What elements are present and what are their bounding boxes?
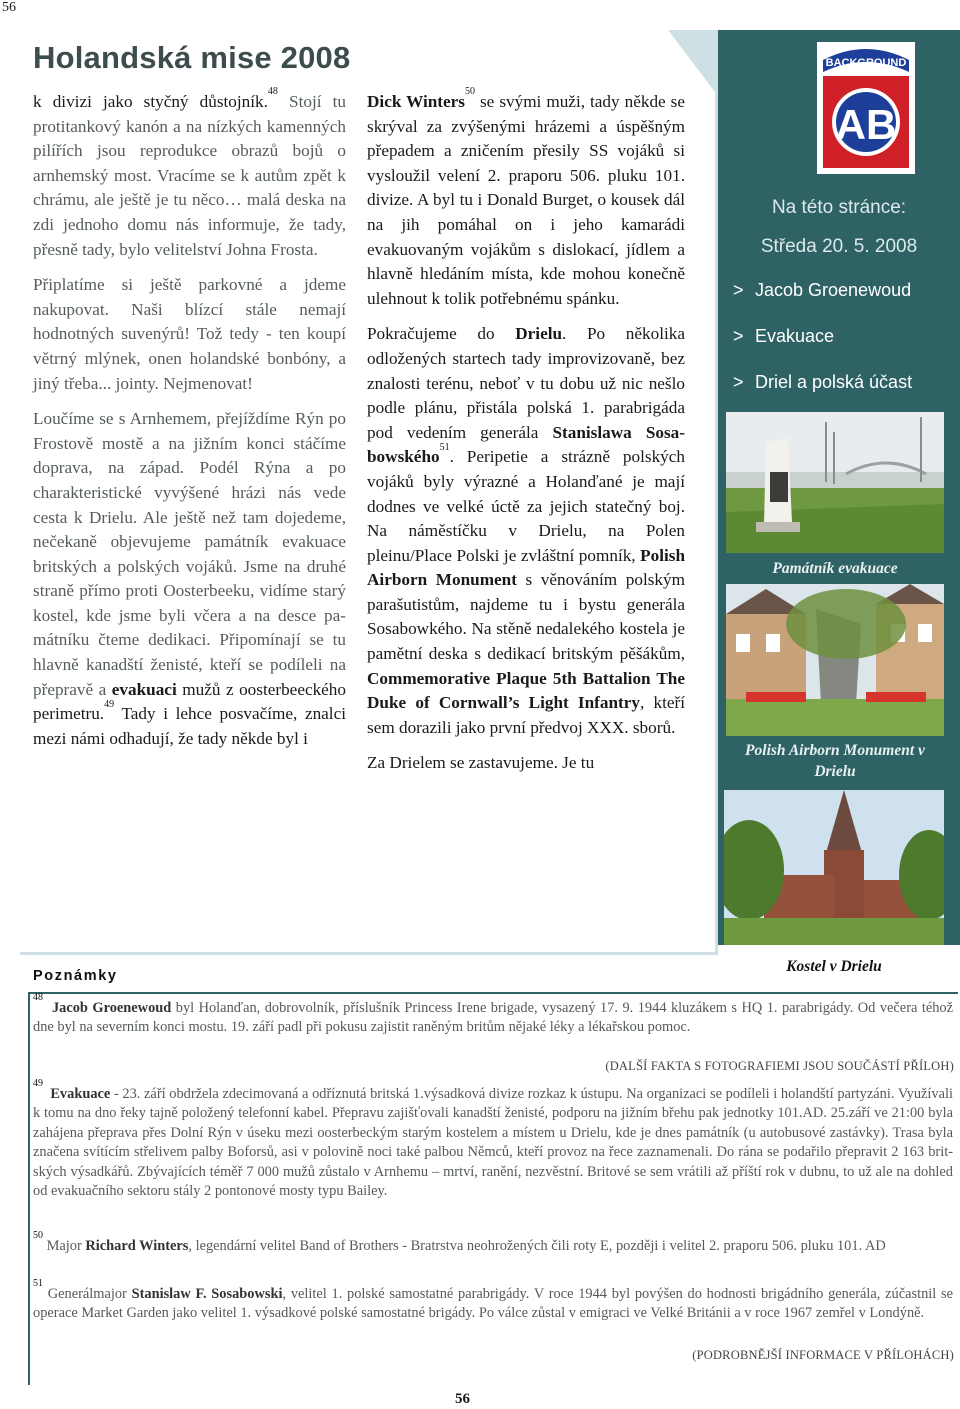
airborne-patch-icon <box>817 42 915 174</box>
church-driel-photo <box>724 790 944 945</box>
text: Loučíme se s Arnhemem, přejíždíme Rýn po Frostově mostě a na jižním konci stáčíme doprava, na západ. Podél Rýna a po charakteristické vyvýšené hrázi nás vede cesta k Drielu. Ale ještě než tam dojedeme, nečekaně objevujeme památník evakuace britských a polských vojáků. Jsme na druhé straně přímo proti Oosterbeeku, vidíme starý kostel, kde jsme byli včera a na desce památníku čteme dedikaci. Připomínají se tu hlavně kanadští ženisté, kteří se podíleli na přepravě a <box>33 409 346 699</box>
sidebar-date: Středa 20. 5. 2008 <box>760 236 918 257</box>
footnote-term: Jacob Groenewoud <box>51 1000 172 1016</box>
text: mužů z oosterbeeckého perimetru. <box>33 679 346 724</box>
footnote-48-more: (DALŠÍ FAKTA S FOTOGRAFIEMI JSOU SOUČÁSTÍ PŘÍLOH) <box>605 1059 954 1073</box>
footnote-term: Richard Winters <box>85 1238 189 1254</box>
footnote-text: - 23. září obdržela zdecimovaná a odříznutá britská 1.výsadková divize rozkaz k ústupu. Na organizaci se podíleli i holandští partyzáni. Využívali k tomu na dno řeky tajně položený telefonní kabel. Přepravu zajišťovali kanadští ženisté, podporu na jižním břehu pak jednotky 101.AD. 25.září ve 21:00 byla zahájena přeprava přes Dolní Rýn v úseku mezi oosterbeckým starým kostelem a místem u Drielu, kde je dnes památník (u autobusové zastávky). Trasa byla značena svítícím střelivem palby Boforsů, asi v polovině noci také palbou Němců, kteří provoz na řece zaznamenali. Do rána se podařilo přepravit 2 163 britských výsadkářů. Zbývajících téměř 7 000 mužů zůstalo v Arnhemu – mrtví, ranění, nezvěstní. Britové se sem vrátili až příští rok v dubnu, to už ale na dohled od evakuačního sektoru stály 2 pontonové mosty typu Bailey. <box>33 1086 953 1200</box>
article-column-right <box>367 86 685 787</box>
text: Za Drielem se zastavujeme. Je tu <box>367 753 595 773</box>
footnote-text: , velitel 1. polské samostatné parabrigády. V roce 1944 byl povýšen do hodnosti brigádního generála, zúčastnil se operace Market Garden jako velitel 1. výsadkové polské samostatné brigády. Po válce zůstal v emigraci ve Velké Británii a v roce 1967 zemřel v Londýně. <box>33 1286 953 1322</box>
caption-polish-monument: Polish Airborn Monument v Drielu <box>745 742 925 780</box>
paragraph <box>33 86 346 262</box>
paragraph <box>367 751 685 776</box>
notes-label: Poznámky <box>33 968 118 984</box>
footnote-text: , legendární velitel Band of Brothers - Bratrstva neohrožených čili roty E, později i velitel 2. praporu 506. pluku 101. AD <box>188 1238 886 1254</box>
caption-evacuation-memorial: Památník evakuace <box>772 560 898 577</box>
content-border-bottom <box>20 952 718 955</box>
text: , kteří sem dorazili jako první předvoj XXX. sborů. <box>367 693 685 737</box>
sidebar-item-label: Jacob Groenewoud <box>755 280 912 300</box>
sidebar-marker: > <box>733 372 744 392</box>
highlight-evakuaci: evakuaci <box>111 679 177 699</box>
footnote-ref-49[interactable]: 49 <box>104 698 115 710</box>
badge-top-text: BACKGROUND <box>825 57 907 69</box>
evacuation-memorial-photo <box>726 412 944 553</box>
footnote-number: 51 <box>33 1278 43 1290</box>
sidebar-marker: > <box>733 280 744 300</box>
footnote-ref-50[interactable]: 50 <box>464 86 475 98</box>
badge-letters: AB <box>835 101 897 148</box>
footnote-text: Major <box>43 1238 86 1254</box>
text: Pokračujeme do <box>367 324 516 344</box>
page-title: Holandská mise 2008 <box>33 40 351 75</box>
sidebar-heading: Na této stránce: <box>771 197 907 218</box>
highlight-polish-airborn-monument: Polish Airborn Monument <box>367 545 685 590</box>
footnote-term: Evakuace <box>50 1086 111 1102</box>
text: Stojí tu protitankový kanón a na nízkých kamenných pilířích jsou reprodukce obrazů bojů o arnhemský most. Vracíme se k autům zpět k chrámu, ale ještě je tu něco… malá deska na zdi jednoho domu nás informuje, že tady, přesně tady, bylo velitelství Johna Frosta. <box>33 92 346 259</box>
sidebar-item-label: Driel a polská účast <box>755 372 913 392</box>
footnote-49 <box>33 1078 953 1201</box>
footnote-48 <box>33 992 954 1038</box>
text: Tady i lehce posvačíme, znalci mezi námi odhadují, že tady někde byl i <box>33 704 346 748</box>
footnote-number: 48 <box>33 992 43 1004</box>
footnote-text: byl Holanďan, dobrovolník, příslušník Princess Irene brigade, vysazený 17. 9. 1944 kluzákem s HQ 1. parabrigády. Od večera téhož dne byl na severním konci mostu. 19. září padl při pokusu zajistit raněným britům nějaké léky a lékařskou pomoc. <box>33 1000 954 1036</box>
highlight-drielu: Drielu <box>515 324 563 344</box>
text: k divizi jako styčný důstojník. <box>33 92 268 111</box>
corner-page-number: 56 <box>2 0 16 15</box>
text: se svými muži, tady někde se skrýval za zvýšenými hrázemi a úspěšným přepadem a zničením přesily SS vojáků si vysloužil velení 2. praporu 506. pluku 101. divize. A byl tu i Donald Burget, o kousek dál na jih pomáhal on i jeho kamarádi evakuovaným vojákům s dislokací, jídlem a hlavně hledáním místa, kde mohou konečně ulehnout k tolik potřebnému spánku. <box>367 92 685 308</box>
sidebar-item-evakuace[interactable] <box>733 326 953 347</box>
highlight-commemorative-plaque: Commemorative Plaque 5th Battalion The Duke of Cornwall’s Light Infantry <box>367 668 685 713</box>
text: . Peripetie a strázně polských vojáků byly výrazné a Holanďané je mají dodnes ve velké úctě za jejich statečný boj. Na náměstíčku v Drielu, na Polen pleinu/Place Polski je zvláštní pomník, <box>367 447 685 565</box>
page-number: 56 <box>455 1391 470 1407</box>
highlight-sosabowski: Stanislawa Sosabowského <box>367 422 685 467</box>
sidebar-item-driel[interactable] <box>733 372 953 393</box>
sidebar-item-jacob-groenewoud[interactable] <box>733 280 953 301</box>
paragraph <box>367 322 685 740</box>
polish-airborn-monument-photo <box>726 584 944 736</box>
sidebar-item-label: Evakuace <box>755 326 835 346</box>
footnote-term: Stanislaw F. Sosabowski <box>131 1286 283 1302</box>
article-column-left <box>33 86 346 762</box>
sidebar-marker: > <box>733 326 744 346</box>
footnote-51-more: (PODROBNĚJŠÍ INFORMACE V PŘÍLOHÁCH) <box>692 1348 954 1362</box>
paragraph <box>367 86 685 311</box>
sidebar-corner-notch <box>668 30 718 96</box>
footnote-50 <box>33 1230 953 1256</box>
footnote-text: Generálmajor <box>43 1286 132 1302</box>
paragraph <box>33 407 346 751</box>
caption-church: Kostel v Drielu <box>786 958 882 975</box>
footnote-ref-48[interactable]: 48 <box>267 86 278 98</box>
text: s věnováním polským parašutistům, najdeme tu i bystu generála Sosabowkého. Na stěně nedalekého kostela je pamětní deska s dedikací britským pěšákům, <box>367 570 685 664</box>
footnote-ref-51[interactable]: 51 <box>439 441 450 453</box>
footnote-number: 50 <box>33 1230 43 1242</box>
text: Připlatíme si ještě parkovné a jdeme nakupovat. Naši blízcí stále nemají hodnotných suvenýrů! Tož tedy - ten koupí větrný mlýnek, onen holandské bonbóny, a jiný třeba... jointy. Nejmenovat! <box>33 275 346 393</box>
footnote-number: 49 <box>33 1078 43 1090</box>
text: . Po několika odložených startech tady improvizovaně, bez znalosti terénu, neboť v tu dobu už nic nešlo podle plánu, přistála polská 1. parabrigáda pod vedením generála <box>367 324 685 442</box>
footnote-51 <box>33 1278 953 1324</box>
paragraph <box>33 273 346 396</box>
highlight-dick-winters: Dick Winters <box>367 92 465 111</box>
